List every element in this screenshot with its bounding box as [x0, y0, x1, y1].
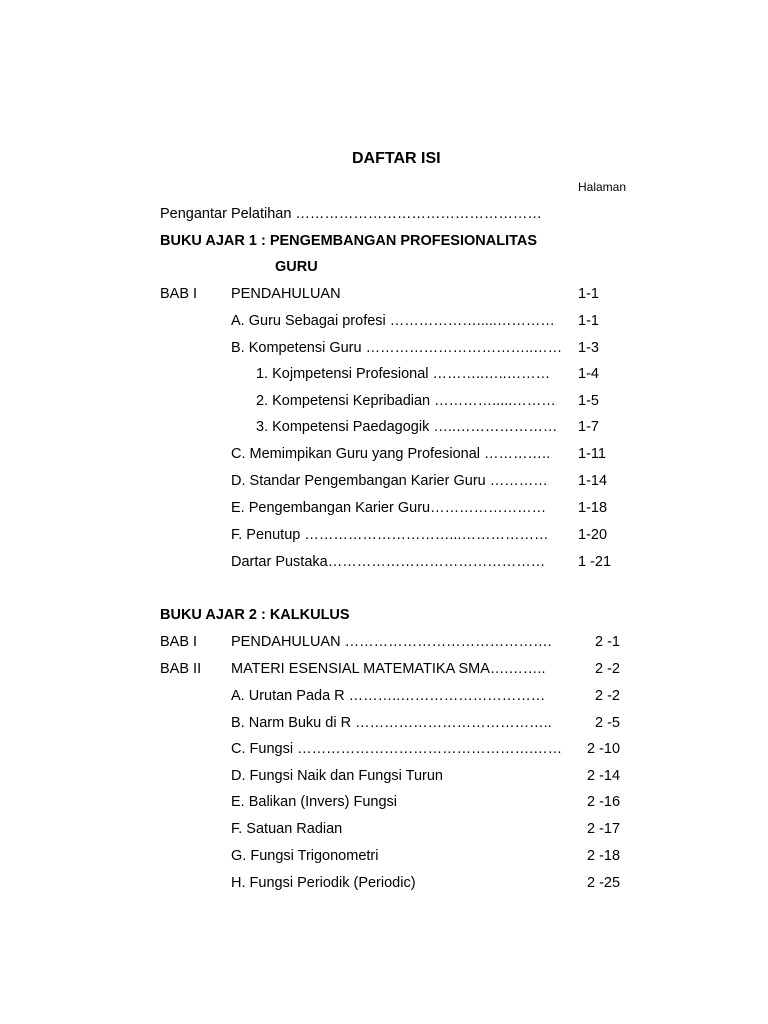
toc-page-number: 2 -25: [587, 875, 621, 891]
book2-bab1-label: BAB I: [160, 634, 198, 650]
toc-page-number: 1-11: [578, 446, 606, 462]
toc-page-number: 1-1: [578, 286, 599, 302]
book1-heading: BUKU AJAR 1 : PENGEMBANGAN PROFESIONALITAS: [160, 233, 538, 249]
toc-entry: C. Fungsi ………………………………………….……: [231, 741, 563, 757]
toc-page-number: 1-5: [578, 393, 599, 409]
toc-entry: F. Penutup …………………………...………………: [231, 527, 549, 543]
toc-page-number: 2 -18: [587, 848, 621, 864]
toc-page-number: 1 -21: [578, 554, 612, 570]
page-title: DAFTAR ISI: [352, 150, 441, 167]
toc-page-number: 1-18: [578, 500, 608, 516]
toc-page-number: 1-1: [578, 313, 599, 329]
toc-page-number: 2 -14: [587, 768, 621, 784]
toc-subentry: 2. Kompetensi Kepribadian ………….....………: [256, 393, 556, 409]
toc-page-number: 2 -2: [595, 688, 620, 704]
toc-page-number: 2 -10: [587, 741, 621, 757]
toc-entry: B. Narm Buku di R …………………………………..: [231, 715, 552, 731]
toc-entry: PENDAHULUAN: [231, 286, 341, 302]
toc-entry: E. Balikan (Invers) Fungsi: [231, 794, 398, 810]
book1-bab-label: BAB I: [160, 286, 198, 302]
toc-page-number: 2 -5: [595, 715, 620, 731]
toc-entry: H. Fungsi Periodik (Periodic): [231, 875, 416, 891]
toc-page-number: 1-14: [578, 473, 608, 489]
toc-entry: D. Standar Pengembangan Karier Guru …………: [231, 473, 548, 489]
toc-entry: G. Fungsi Trigonometri: [231, 848, 379, 864]
toc-page-number: 1-3: [578, 340, 599, 356]
toc-entry: E. Pengembangan Karier Guru……………………: [231, 500, 547, 516]
toc-page-number: 2 -2: [595, 661, 620, 677]
toc-entry: F. Satuan Radian: [231, 821, 343, 837]
book2-heading: BUKU AJAR 2 : KALKULUS: [160, 607, 350, 623]
toc-page-number: 2 -17: [587, 821, 621, 837]
toc-subentry: 1. Kojmpetensi Profesional ………..…..………: [256, 366, 551, 382]
toc-page-number: 2 -16: [587, 794, 621, 810]
toc-page-number: 1-7: [578, 419, 599, 435]
toc-entry: MATERI ESENSIAL MATEMATIKA SMA….……..: [231, 661, 546, 677]
toc-entry: D. Fungsi Naik dan Fungsi Turun: [231, 768, 443, 784]
toc-intro: Pengantar Pelatihan ……………………………………………: [160, 206, 542, 222]
toc-page-number: 1-4: [578, 366, 599, 382]
book1-heading-cont: GURU: [275, 259, 318, 275]
toc-entry: C. Memimpikan Guru yang Profesional …………..: [231, 446, 551, 462]
toc-page-number: 2 -1: [595, 634, 620, 650]
toc-page-number: 1-20: [578, 527, 608, 543]
toc-entry: A. Urutan Pada R ………..…………………………: [231, 688, 546, 704]
toc-subentry: 3. Kompetensi Paedagogik …..…………………: [256, 419, 558, 435]
toc-entry: Dartar Pustaka………………………………………: [231, 554, 546, 570]
toc-entry: A. Guru Sebagai profesi ……………….....…………: [231, 313, 555, 329]
book2-bab2-label: BAB II: [160, 661, 202, 677]
toc-entry: B. Kompetensi Guru ……………………………..……: [231, 340, 563, 356]
page-column-header: Halaman: [578, 180, 627, 194]
toc-entry: PENDAHULUAN …………………………………….: [231, 634, 552, 650]
